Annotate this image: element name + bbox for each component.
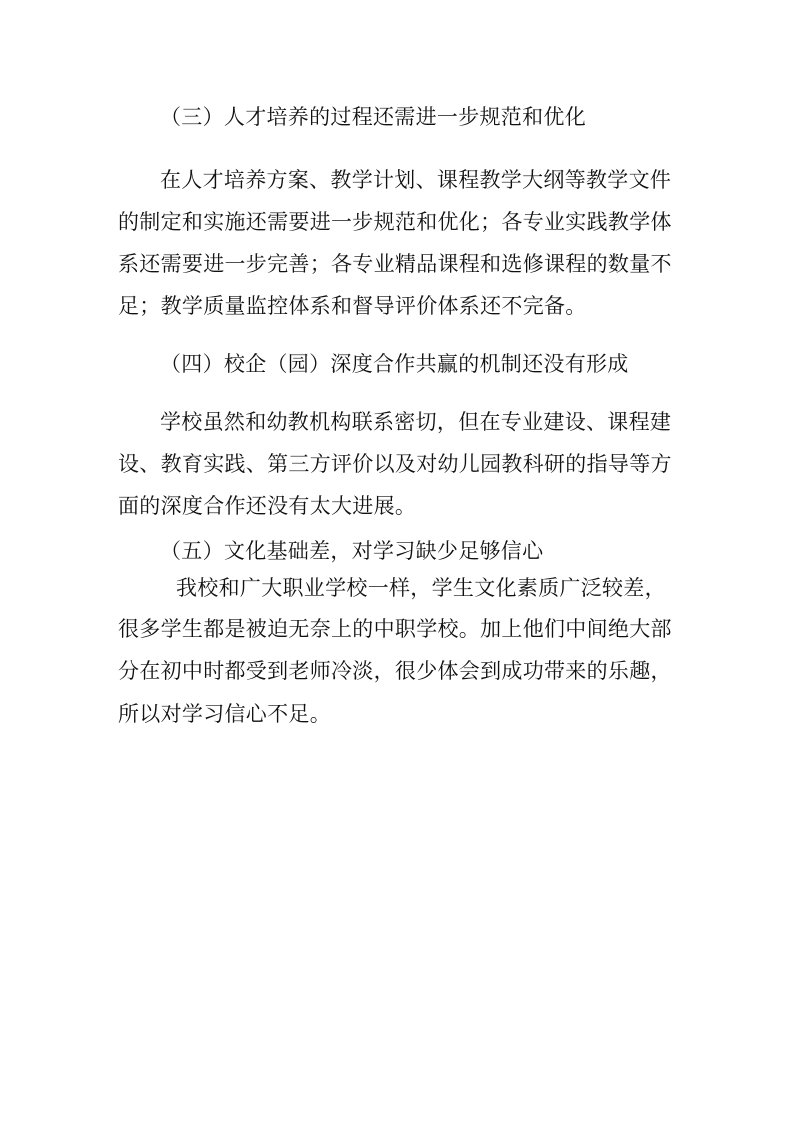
paragraph-line: 学校虽然和幼教机构联系密切，但在专业建设、课程建 xyxy=(160,410,672,434)
paragraph-line: 我校和广大职业学校一样，学生文化素质广泛较差， xyxy=(176,576,666,600)
paragraph-line: 设、教育实践、第三方评价以及对幼儿园教科研的指导等方 xyxy=(118,452,672,476)
paragraph-line: 的制定和实施还需要进一步规范和优化；各专业实践教学体 xyxy=(118,210,672,234)
paragraph-line: 面的深度合作还没有太大进展。 xyxy=(118,494,417,518)
section-heading: （三）人才培养的过程还需进一步规范和优化 xyxy=(160,105,586,129)
paragraph-line: 分在初中时都受到老师冷淡，很少体会到成功带来的乐趣， xyxy=(118,659,672,683)
paragraph-line: 在人才培养方案、教学计划、课程教学大纲等教学文件 xyxy=(160,168,672,192)
section-heading: （四）校企（园）深度合作共赢的机制还没有形成 xyxy=(160,352,629,376)
paragraph-line: 很多学生都是被迫无奈上的中职学校。加上他们中间绝大部 xyxy=(118,617,672,641)
paragraph-line: 足；教学质量监控体系和督导评价体系还不完备。 xyxy=(118,294,587,318)
section-heading: （五）文化基础差，对学习缺少足够信心 xyxy=(160,539,544,563)
paragraph-line: 所以对学习信心不足。 xyxy=(118,702,331,726)
paragraph-line: 系还需要进一步完善；各专业精品课程和选修课程的数量不 xyxy=(118,252,672,276)
